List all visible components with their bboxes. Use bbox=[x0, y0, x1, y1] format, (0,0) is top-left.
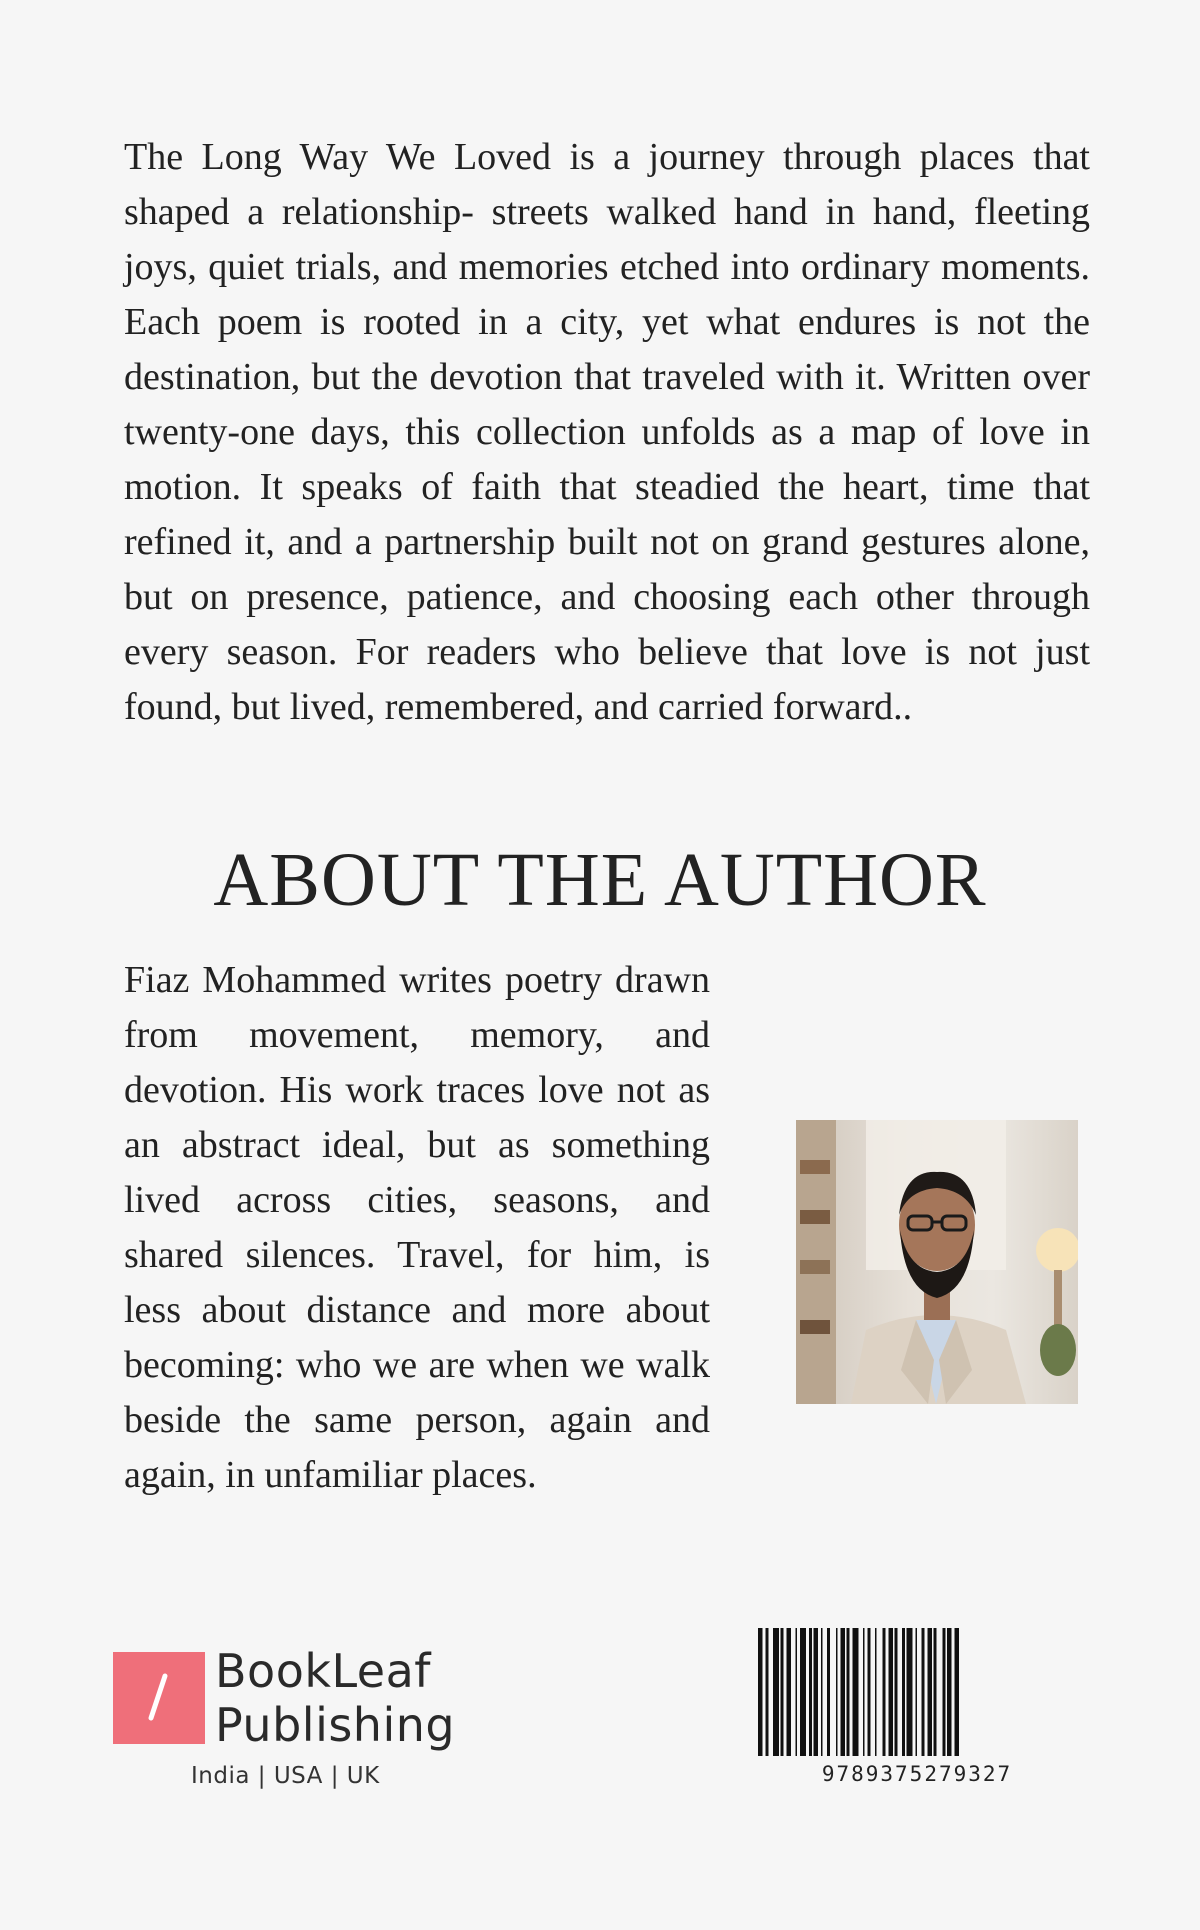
barcode-bar bbox=[853, 1628, 859, 1756]
barcode-bar bbox=[827, 1628, 830, 1756]
about-author-heading: ABOUT THE AUTHOR bbox=[213, 838, 987, 922]
publisher-name-line2: Publishing bbox=[215, 1698, 456, 1752]
barcode-bar bbox=[902, 1628, 905, 1756]
barcode-bar bbox=[907, 1628, 913, 1756]
barcode-bar bbox=[934, 1628, 937, 1756]
barcode-icon bbox=[756, 1628, 1078, 1758]
barcode-bar bbox=[875, 1628, 877, 1756]
barcode-bar bbox=[947, 1628, 952, 1756]
barcode-bar bbox=[821, 1628, 823, 1756]
barcode-bar bbox=[841, 1628, 846, 1756]
isbn-barcode bbox=[756, 1628, 1078, 1786]
barcode-bar bbox=[928, 1628, 933, 1756]
barcode-bar bbox=[868, 1628, 871, 1756]
barcode-bar bbox=[922, 1628, 925, 1756]
barcode-bar bbox=[809, 1628, 812, 1756]
barcode-bar bbox=[883, 1628, 886, 1756]
publisher-mark bbox=[113, 1652, 205, 1744]
publisher-regions: India | USA | UK bbox=[191, 1763, 380, 1789]
barcode-bar bbox=[863, 1628, 865, 1756]
barcode-bar bbox=[814, 1628, 819, 1756]
barcode-bar bbox=[766, 1628, 769, 1756]
barcode-bar bbox=[847, 1628, 850, 1756]
publisher-name bbox=[215, 1644, 455, 1752]
barcode-bar bbox=[781, 1628, 784, 1756]
barcode-bar bbox=[955, 1628, 960, 1756]
barcode-bar bbox=[916, 1628, 918, 1756]
barcode-bar bbox=[800, 1628, 806, 1756]
barcode-bar bbox=[943, 1628, 946, 1756]
author-bio: Fiaz Mohammed writes poetry drawn from movement, memory, and devotion. His work traces love not as an abstract ideal, but as something lived across cities, seasons, and shared silences. Travel, for him, is less about distance and more about becoming: who we are when we walk beside the same person, again and again, in unfamiliar places. bbox=[124, 959, 710, 1496]
publisher-logo bbox=[113, 1644, 473, 1802]
barcode-bar bbox=[889, 1628, 894, 1756]
barcode-bar bbox=[796, 1628, 798, 1756]
slash-icon bbox=[113, 1652, 205, 1744]
barcode-bar bbox=[836, 1628, 838, 1756]
barcode-bar bbox=[773, 1628, 779, 1756]
author-portrait-icon bbox=[796, 1120, 1078, 1404]
publisher-name-line1: BookLeaf bbox=[215, 1644, 431, 1698]
author-photo bbox=[796, 1120, 1078, 1404]
barcode-bar bbox=[787, 1628, 792, 1756]
back-cover-blurb: The Long Way We Loved is a journey through places that shaped a relationship- streets walked hand in hand, fleeting joys, quiet trials, and memories etched into ordinary moments. Each poem is rooted in a city, yet what endures is not the destination, but the devotion that traveled with it. Written over twenty-one days, this collection unfolds as a map of love in motion. It speaks of faith that steadied the heart, time that refined it, and a partnership built not on grand gestures alone, but on presence, patience, and choosing each other through every season. For readers who believe that love is not just found, but lived, remembered, and carried forward.. bbox=[124, 136, 1090, 728]
barcode-bar bbox=[758, 1628, 763, 1756]
isbn-number: 9789375279327 bbox=[821, 1762, 1013, 1786]
barcode-bar bbox=[895, 1628, 898, 1756]
